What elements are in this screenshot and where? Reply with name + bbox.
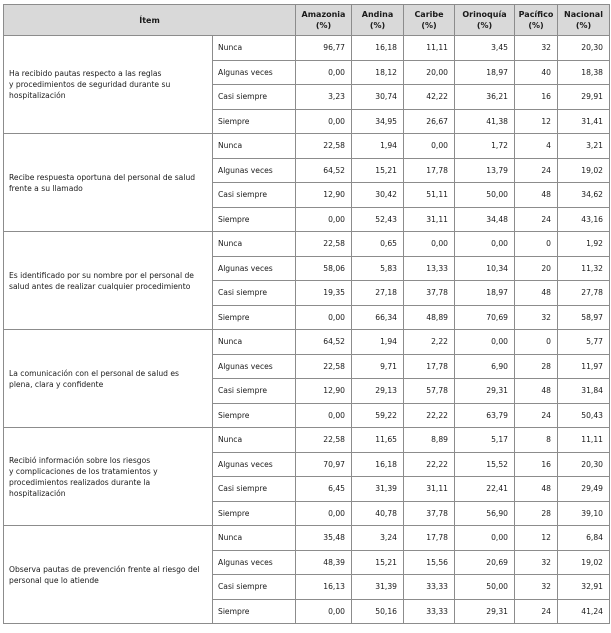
percentage-cell: 59,22 <box>352 403 404 428</box>
percentage-cell: 52,43 <box>352 207 404 232</box>
item-question-line: Recibió información sobre los riesgos <box>9 455 151 465</box>
response-category: Algunas veces <box>213 158 296 183</box>
percentage-cell: 6,45 <box>296 477 352 502</box>
percentage-cell: 24 <box>515 599 558 624</box>
column-header-unit: (%) <box>315 21 332 30</box>
percentage-cell: 58,97 <box>558 305 610 330</box>
percentage-cell: 30,74 <box>352 85 404 110</box>
percentage-cell: 5,77 <box>558 330 610 355</box>
percentage-cell: 19,02 <box>558 158 610 183</box>
percentage-cell: 5,83 <box>352 256 404 281</box>
percentage-cell: 16 <box>515 452 558 477</box>
percentage-cell: 32 <box>515 305 558 330</box>
percentage-cell: 50,16 <box>352 599 404 624</box>
percentage-cell: 11,65 <box>352 428 404 453</box>
percentage-cell: 29,31 <box>455 599 515 624</box>
percentage-cell: 43,16 <box>558 207 610 232</box>
response-category: Casi siempre <box>213 379 296 404</box>
percentage-cell: 0,00 <box>404 232 455 257</box>
percentage-cell: 0,00 <box>296 501 352 526</box>
percentage-cell: 63,79 <box>455 403 515 428</box>
percentage-cell: 32 <box>515 550 558 575</box>
column-header-unit: (%) <box>476 21 493 30</box>
item-question-line: hospitalización <box>9 91 66 100</box>
percentage-cell: 8 <box>515 428 558 453</box>
percentage-cell: 3,21 <box>558 134 610 159</box>
percentage-cell: 41,38 <box>455 109 515 134</box>
percentage-cell: 36,21 <box>455 85 515 110</box>
percentage-cell: 12 <box>515 109 558 134</box>
percentage-cell: 0,00 <box>296 109 352 134</box>
percentage-cell: 30,42 <box>352 183 404 208</box>
response-category: Algunas veces <box>213 60 296 85</box>
percentage-cell: 0,00 <box>455 232 515 257</box>
percentage-cell: 50,00 <box>455 183 515 208</box>
item-question-line: Es identificado por su nombre por el personal de <box>9 270 194 280</box>
item-question-line: frente a su llamado <box>9 183 83 193</box>
percentage-cell: 4 <box>515 134 558 159</box>
percentage-cell: 1,94 <box>352 134 404 159</box>
response-category: Casi siempre <box>213 281 296 306</box>
percentage-cell: 34,95 <box>352 109 404 134</box>
column-header-unit: (%) <box>528 21 544 30</box>
survey-results-table <box>3 4 610 624</box>
table-body <box>4 36 610 624</box>
response-category: Nunca <box>213 428 296 453</box>
percentage-cell: 20 <box>515 256 558 281</box>
percentage-cell: 5,17 <box>455 428 515 453</box>
percentage-cell: 50,00 <box>455 575 515 600</box>
percentage-cell: 28 <box>515 501 558 526</box>
item-question-line: Recibe respuesta oportuna del personal de salud <box>9 172 196 182</box>
percentage-cell: 13,33 <box>404 256 455 281</box>
percentage-cell: 66,34 <box>352 305 404 330</box>
item-question-line: La comunicación con el personal de salud es <box>9 368 179 378</box>
percentage-cell: 24 <box>515 207 558 232</box>
column-header-unit: (%) <box>421 21 437 30</box>
percentage-cell: 48 <box>515 281 558 306</box>
response-category: Nunca <box>213 330 296 355</box>
response-category: Siempre <box>213 501 296 526</box>
percentage-cell: 16,13 <box>296 575 352 600</box>
percentage-cell: 19,02 <box>558 550 610 575</box>
column-header-nacional <box>558 5 610 36</box>
percentage-cell: 37,78 <box>404 281 455 306</box>
percentage-cell: 11,97 <box>558 354 610 379</box>
percentage-cell: 22,58 <box>296 134 352 159</box>
column-header-name: Pacífico <box>518 10 554 19</box>
item-question-line: salud antes de realizar cualquier procedimiento <box>9 281 191 291</box>
percentage-cell: 18,97 <box>455 281 515 306</box>
percentage-cell: 31,39 <box>352 477 404 502</box>
percentage-cell: 22,58 <box>296 354 352 379</box>
item-question-line: Observa pautas de prevención frente al riesgo del <box>9 564 200 574</box>
response-category: Siempre <box>213 599 296 624</box>
percentage-cell: 22,41 <box>455 477 515 502</box>
percentage-cell: 64,52 <box>296 158 352 183</box>
percentage-cell: 57,78 <box>404 379 455 404</box>
percentage-cell: 58,06 <box>296 256 352 281</box>
item-question-line: y procedimientos de seguridad durante su <box>9 80 171 89</box>
percentage-cell: 48 <box>515 379 558 404</box>
table-row <box>4 232 610 257</box>
response-category: Casi siempre <box>213 477 296 502</box>
percentage-cell: 27,78 <box>558 281 610 306</box>
percentage-cell: 3,23 <box>296 85 352 110</box>
percentage-cell: 18,97 <box>455 60 515 85</box>
percentage-cell: 20,00 <box>404 60 455 85</box>
percentage-cell: 56,90 <box>455 501 515 526</box>
percentage-cell: 24 <box>515 403 558 428</box>
item-question <box>4 134 213 232</box>
percentage-cell: 3,24 <box>352 526 404 551</box>
percentage-cell: 1,72 <box>455 134 515 159</box>
column-header-name: Amazonia <box>301 10 346 19</box>
percentage-cell: 0,00 <box>296 599 352 624</box>
response-category: Algunas veces <box>213 354 296 379</box>
percentage-cell: 29,91 <box>558 85 610 110</box>
table-row <box>4 134 610 159</box>
column-header-amazonia <box>296 5 352 36</box>
column-header-name: Orinoquía <box>462 10 507 19</box>
percentage-cell: 3,45 <box>455 36 515 61</box>
percentage-cell: 11,11 <box>558 428 610 453</box>
item-question-line: Ha recibido pautas respecto a las reglas <box>9 69 162 78</box>
percentage-cell: 9,71 <box>352 354 404 379</box>
percentage-cell: 31,84 <box>558 379 610 404</box>
response-category: Siempre <box>213 305 296 330</box>
percentage-cell: 17,78 <box>404 526 455 551</box>
percentage-cell: 40 <box>515 60 558 85</box>
percentage-cell: 20,69 <box>455 550 515 575</box>
percentage-cell: 51,11 <box>404 183 455 208</box>
percentage-cell: 50,43 <box>558 403 610 428</box>
table-row <box>4 428 610 453</box>
column-header-andina <box>352 5 404 36</box>
percentage-cell: 20,30 <box>558 36 610 61</box>
item-question-line: personal que lo atiende <box>9 575 99 585</box>
percentage-cell: 18,12 <box>352 60 404 85</box>
column-header-name: Caribe <box>414 10 444 19</box>
percentage-cell: 15,21 <box>352 158 404 183</box>
header-row <box>4 5 610 36</box>
percentage-cell: 70,97 <box>296 452 352 477</box>
percentage-cell: 39,10 <box>558 501 610 526</box>
percentage-cell: 12 <box>515 526 558 551</box>
percentage-cell: 6,90 <box>455 354 515 379</box>
percentage-cell: 0,00 <box>296 207 352 232</box>
percentage-cell: 15,21 <box>352 550 404 575</box>
percentage-cell: 33,33 <box>404 599 455 624</box>
percentage-cell: 48 <box>515 183 558 208</box>
percentage-cell: 19,35 <box>296 281 352 306</box>
percentage-cell: 17,78 <box>404 354 455 379</box>
percentage-cell: 27,18 <box>352 281 404 306</box>
percentage-cell: 15,52 <box>455 452 515 477</box>
percentage-cell: 26,67 <box>404 109 455 134</box>
column-header-name: Nacional <box>564 10 603 19</box>
item-question-line: procedimientos realizados durante la <box>9 477 151 487</box>
percentage-cell: 0 <box>515 232 558 257</box>
item-question <box>4 526 213 624</box>
table-row <box>4 526 610 551</box>
column-header-orinoquia <box>455 5 515 36</box>
percentage-cell: 35,48 <box>296 526 352 551</box>
percentage-cell: 0 <box>515 330 558 355</box>
percentage-cell: 18,38 <box>558 60 610 85</box>
item-question <box>4 330 213 428</box>
percentage-cell: 1,92 <box>558 232 610 257</box>
response-category: Siempre <box>213 207 296 232</box>
item-question-line: plena, clara y confidente <box>9 379 104 389</box>
percentage-cell: 16,18 <box>352 452 404 477</box>
item-question-line: y complicaciones de los tratamientos y <box>9 466 158 476</box>
response-category: Algunas veces <box>213 452 296 477</box>
percentage-cell: 0,00 <box>296 60 352 85</box>
column-header-caribe <box>404 5 455 36</box>
percentage-cell: 16,18 <box>352 36 404 61</box>
percentage-cell: 31,11 <box>404 477 455 502</box>
percentage-cell: 11,11 <box>404 36 455 61</box>
percentage-cell: 1,94 <box>352 330 404 355</box>
percentage-cell: 48 <box>515 477 558 502</box>
response-category: Nunca <box>213 232 296 257</box>
percentage-cell: 15,56 <box>404 550 455 575</box>
percentage-cell: 24 <box>515 158 558 183</box>
percentage-cell: 17,78 <box>404 158 455 183</box>
percentage-cell: 29,31 <box>455 379 515 404</box>
table-row <box>4 36 610 61</box>
percentage-cell: 0,65 <box>352 232 404 257</box>
percentage-cell: 32,91 <box>558 575 610 600</box>
percentage-cell: 0,00 <box>455 526 515 551</box>
percentage-cell: 6,84 <box>558 526 610 551</box>
percentage-cell: 96,77 <box>296 36 352 61</box>
percentage-cell: 0,00 <box>455 330 515 355</box>
item-question <box>4 428 213 526</box>
percentage-cell: 20,30 <box>558 452 610 477</box>
percentage-cell: 8,89 <box>404 428 455 453</box>
item-question <box>4 36 213 134</box>
response-category: Nunca <box>213 134 296 159</box>
item-column-header: Ítem <box>4 5 296 36</box>
percentage-cell: 13,79 <box>455 158 515 183</box>
response-category: Casi siempre <box>213 183 296 208</box>
percentage-cell: 22,22 <box>404 452 455 477</box>
column-header-unit: (%) <box>575 21 592 30</box>
percentage-cell: 31,11 <box>404 207 455 232</box>
percentage-cell: 0,00 <box>296 403 352 428</box>
percentage-cell: 22,22 <box>404 403 455 428</box>
percentage-cell: 48,39 <box>296 550 352 575</box>
percentage-cell: 0,00 <box>296 305 352 330</box>
column-header-name: Andina <box>361 10 394 19</box>
response-category: Nunca <box>213 36 296 61</box>
percentage-cell: 16 <box>515 85 558 110</box>
percentage-cell: 12,90 <box>296 183 352 208</box>
percentage-cell: 33,33 <box>404 575 455 600</box>
percentage-cell: 10,34 <box>455 256 515 281</box>
column-header-unit: (%) <box>369 21 386 30</box>
response-category: Casi siempre <box>213 85 296 110</box>
percentage-cell: 40,78 <box>352 501 404 526</box>
item-question-line: hospitalización <box>9 488 66 498</box>
percentage-cell: 2,22 <box>404 330 455 355</box>
response-category: Siempre <box>213 403 296 428</box>
percentage-cell: 22,58 <box>296 428 352 453</box>
percentage-cell: 31,39 <box>352 575 404 600</box>
percentage-cell: 32 <box>515 575 558 600</box>
percentage-cell: 28 <box>515 354 558 379</box>
percentage-cell: 64,52 <box>296 330 352 355</box>
table-row <box>4 330 610 355</box>
response-category: Algunas veces <box>213 256 296 281</box>
percentage-cell: 34,62 <box>558 183 610 208</box>
percentage-cell: 22,58 <box>296 232 352 257</box>
response-category: Casi siempre <box>213 575 296 600</box>
response-category: Algunas veces <box>213 550 296 575</box>
percentage-cell: 70,69 <box>455 305 515 330</box>
percentage-cell: 42,22 <box>404 85 455 110</box>
percentage-cell: 12,90 <box>296 379 352 404</box>
response-category: Siempre <box>213 109 296 134</box>
percentage-cell: 29,49 <box>558 477 610 502</box>
percentage-cell: 34,48 <box>455 207 515 232</box>
percentage-cell: 11,32 <box>558 256 610 281</box>
percentage-cell: 0,00 <box>404 134 455 159</box>
percentage-cell: 29,13 <box>352 379 404 404</box>
percentage-cell: 41,24 <box>558 599 610 624</box>
percentage-cell: 37,78 <box>404 501 455 526</box>
percentage-cell: 32 <box>515 36 558 61</box>
percentage-cell: 31,41 <box>558 109 610 134</box>
percentage-cell: 48,89 <box>404 305 455 330</box>
item-question <box>4 232 213 330</box>
column-header-pacifico <box>515 5 558 36</box>
response-category: Nunca <box>213 526 296 551</box>
